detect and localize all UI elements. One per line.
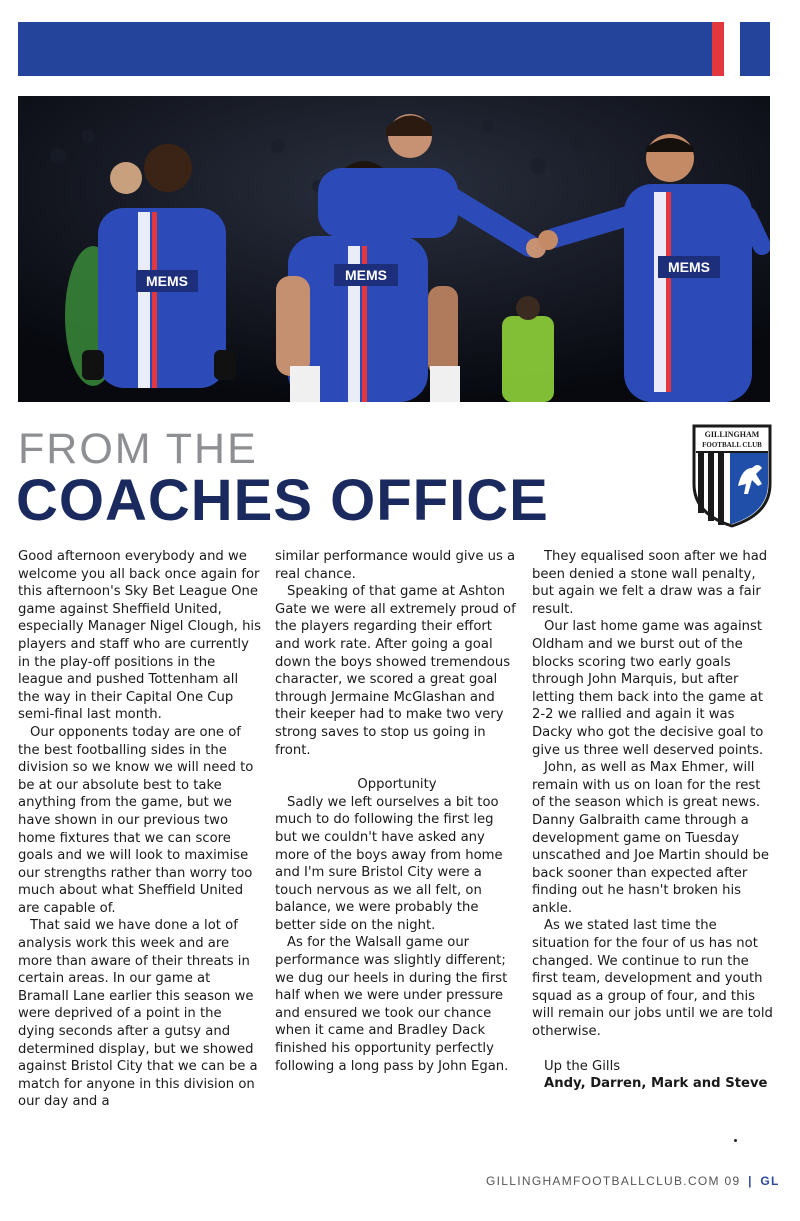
footer-url[interactable]: GILLINGHAMFOOTBALLCLUB.COM bbox=[486, 1174, 720, 1188]
paragraph: As we stated last time the situation for the four of us has not changed. We continue to run the first team, development and youth squad as a group of four, and this will remain our jobs until we are told otherwise. bbox=[532, 918, 773, 1040]
page-footer bbox=[486, 1174, 780, 1188]
top-banner bbox=[18, 22, 770, 76]
article-column-2 bbox=[275, 548, 519, 1075]
signoff bbox=[532, 1058, 776, 1093]
paragraph: Good afternoon everybody and we welcome you all back once again for this afternoon's Sky Bet League One game against Sheffield United, especially Manager Nigel Clough, his players and staff who are currently in the play-off positions in the league and pushed Tottenham all the way in their Capital One Cup semi-final last month. bbox=[18, 549, 261, 723]
shirt-sponsor-right: MEMS bbox=[668, 259, 710, 275]
signoff-line: Up the Gills bbox=[544, 1058, 621, 1074]
club-crest bbox=[692, 424, 772, 528]
paragraph: Sadly we left ourselves a bit too much to do following the first leg but we couldn't have asked any more of the boys away from home and I'm sure Bristol City were a touch nervous as we all felt, on balance, we were probably the better side on the night. bbox=[275, 794, 503, 933]
shirt-sponsor-center: MEMS bbox=[345, 267, 387, 283]
heading-line-1: FROM THE bbox=[18, 425, 258, 473]
paragraph: As for the Walsall game our performance was slightly different; we dug our heels in during the first half when we were under pressure and ensured we took our chance when it came and Bradley Dack finished his opportunity perfectly following a long pass by John Egan. bbox=[275, 935, 509, 1074]
shirt-sponsor-left: MEMS bbox=[146, 273, 188, 289]
paragraph: John, as well as Max Ehmer, will remain with us on loan for the rest of the season which is great news. Danny Galbraith came through a development game on Tuesday unscathed and Joe Martin should be back sooner than expected after finding out he hasn't broken his ankle. bbox=[532, 760, 770, 916]
celebration-photo bbox=[18, 96, 770, 402]
player-left-shirt bbox=[98, 208, 226, 388]
article-body bbox=[18, 548, 774, 1158]
paragraph: Speaking of that game at Ashton Gate we were all extremely proud of the players regarding their effort and work rate. After going a goal down the boys showed tremendous character, we scored a great goal through Jermaine McGlashan and their keeper had to make two very strong saves to stop us going in front. bbox=[275, 584, 516, 758]
signoff-names: Andy, Darren, Mark and Steve bbox=[544, 1076, 768, 1092]
banner-red-stripe bbox=[712, 22, 724, 76]
crest-text-line2: FOOTBALL CLUB bbox=[702, 441, 762, 449]
subheading: Opportunity bbox=[357, 777, 437, 793]
brand-mark-icon: GL bbox=[760, 1174, 780, 1188]
paragraph: That said we have done a lot of analysis work this week and are more than aware of their threats in certain areas. In our game at Bramall Lane earlier this season we were deprived of a point in the dying seconds after a gutsy and determined display, but we showed against Bristol City that we can be a match for anyone in this division on our day and a bbox=[18, 918, 258, 1110]
footer-separator: | bbox=[748, 1174, 753, 1188]
crest-text-line1: GILLINGHAM bbox=[704, 430, 760, 439]
paragraph: They equalised soon after we had been denied a stone wall penalty, but again we felt a draw was a fair result. bbox=[532, 549, 768, 617]
article-column-3 bbox=[532, 548, 776, 1093]
banner-white-stripe bbox=[724, 22, 740, 76]
page-number: 09 bbox=[724, 1174, 741, 1188]
decorative-dot bbox=[734, 1139, 737, 1142]
heading-line-2: COACHES OFFICE bbox=[16, 468, 549, 533]
paragraph: Our opponents today are one of the best footballing sides in the division so we know we will need to be at our absolute best to take anything from the game, but we have shown in our previous two home fixtures that we can score goals and we will look to maximise our strengths rather than worry too much about what Sheffield United are capable of. bbox=[18, 724, 254, 916]
paragraph: similar performance would give us a real chance. bbox=[275, 549, 516, 582]
player-right-shirt bbox=[624, 184, 752, 402]
paragraph: Our last home game was against Oldham and we burst out of the blocks scoring two early goals through John Marquis, but after letting them back into the game at 2-2 we rallied and again it was Dacky who got the decisive goal to give us three well deserved points. bbox=[532, 619, 764, 758]
article-column-1 bbox=[18, 548, 262, 1111]
